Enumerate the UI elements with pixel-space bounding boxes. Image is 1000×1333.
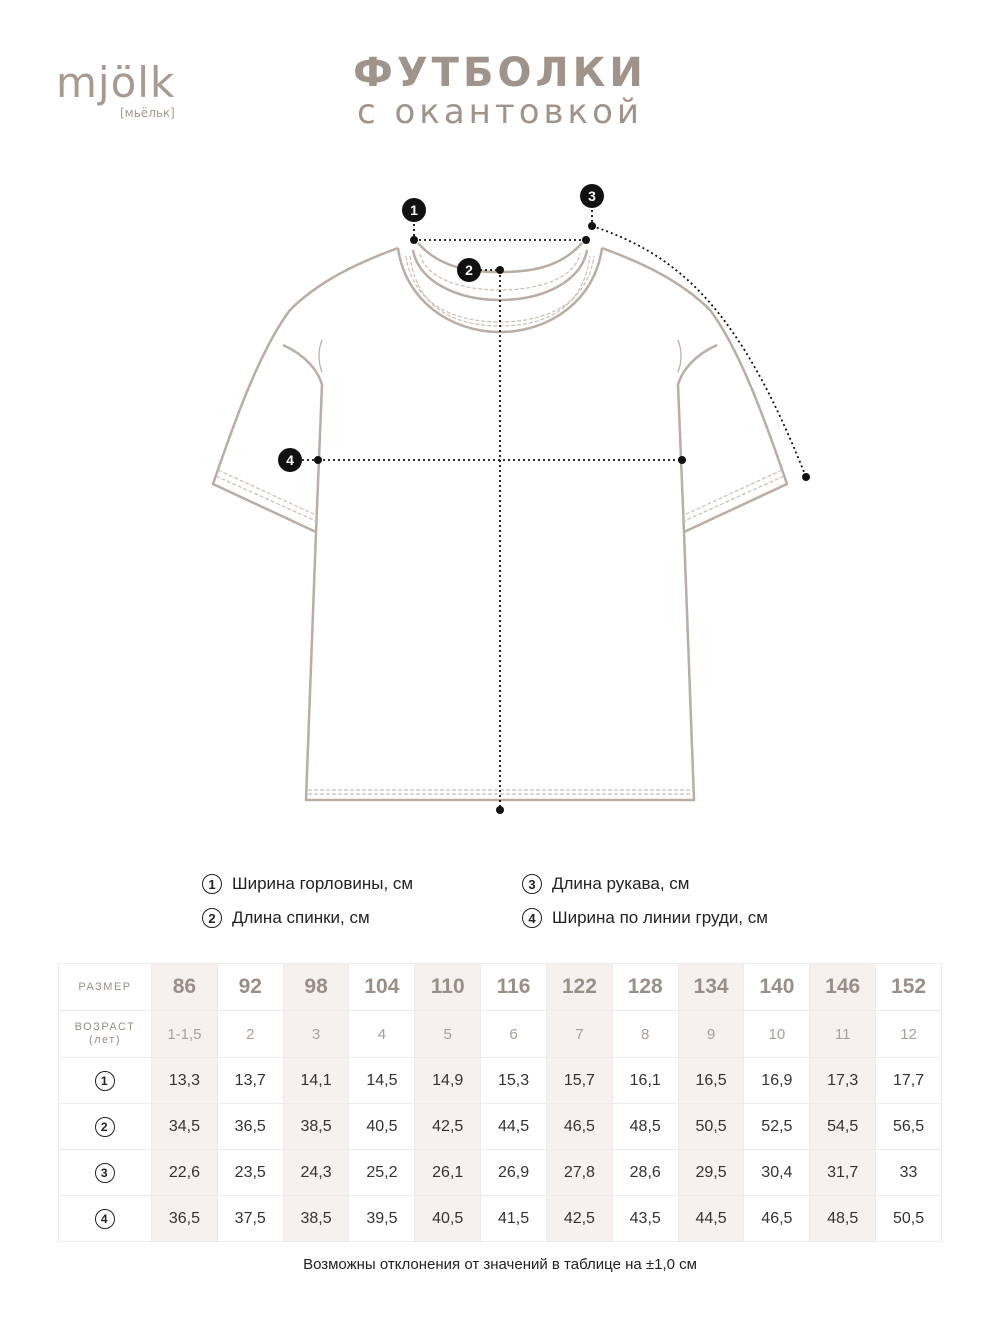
value-cell: 36,5 bbox=[152, 1196, 218, 1242]
value-cell: 17,3 bbox=[810, 1058, 876, 1104]
value-cell: 31,7 bbox=[810, 1150, 876, 1196]
value-cell: 38,5 bbox=[283, 1196, 349, 1242]
value-cell: 54,5 bbox=[810, 1104, 876, 1150]
age-cell: 4 bbox=[349, 1011, 415, 1058]
age-cell: 7 bbox=[546, 1011, 612, 1058]
size-cell: 92 bbox=[217, 964, 283, 1011]
value-cell: 29,5 bbox=[678, 1150, 744, 1196]
legend-number: 2 bbox=[202, 908, 222, 928]
size-cell: 152 bbox=[876, 964, 942, 1011]
row-number-cell bbox=[59, 1196, 152, 1242]
size-table bbox=[58, 963, 942, 1242]
table-row-ages bbox=[59, 1011, 942, 1058]
legend-number: 3 bbox=[522, 874, 542, 894]
age-cell: 9 bbox=[678, 1011, 744, 1058]
value-cell: 15,7 bbox=[546, 1058, 612, 1104]
value-cell: 41,5 bbox=[481, 1196, 547, 1242]
size-cell: 110 bbox=[415, 964, 481, 1011]
value-cell: 44,5 bbox=[678, 1196, 744, 1242]
age-cell: 1-1,5 bbox=[152, 1011, 218, 1058]
legend-item-sleeve-length bbox=[522, 874, 689, 894]
row-number-cell bbox=[59, 1058, 152, 1104]
value-cell: 52,5 bbox=[744, 1104, 810, 1150]
page-title: ФУТБОЛКИ bbox=[353, 50, 647, 96]
size-cell: 134 bbox=[678, 964, 744, 1011]
legend-number: 1 bbox=[202, 874, 222, 894]
table-row bbox=[59, 1058, 942, 1104]
value-cell: 48,5 bbox=[810, 1196, 876, 1242]
row-number-cell bbox=[59, 1104, 152, 1150]
value-cell: 14,9 bbox=[415, 1058, 481, 1104]
value-cell: 27,8 bbox=[546, 1150, 612, 1196]
legend-label: Ширина горловины, см bbox=[232, 874, 414, 893]
svg-text:1: 1 bbox=[410, 202, 418, 218]
logo-text: mjölk bbox=[56, 58, 176, 107]
value-cell: 14,1 bbox=[283, 1058, 349, 1104]
size-cell: 146 bbox=[810, 964, 876, 1011]
value-cell: 36,5 bbox=[217, 1104, 283, 1150]
size-cell: 122 bbox=[546, 964, 612, 1011]
legend-label: Длина рукава, см bbox=[552, 874, 690, 893]
value-cell: 24,3 bbox=[283, 1150, 349, 1196]
value-cell: 34,5 bbox=[152, 1104, 218, 1150]
value-cell: 30,4 bbox=[744, 1150, 810, 1196]
row-number-badge: 2 bbox=[95, 1117, 115, 1137]
value-cell: 38,5 bbox=[283, 1104, 349, 1150]
table-row bbox=[59, 1150, 942, 1196]
marker-4 bbox=[278, 448, 302, 472]
value-cell: 46,5 bbox=[744, 1196, 810, 1242]
value-cell: 37,5 bbox=[217, 1196, 283, 1242]
value-cell: 48,5 bbox=[612, 1104, 678, 1150]
row-number-badge: 1 bbox=[95, 1071, 115, 1091]
value-cell: 16,9 bbox=[744, 1058, 810, 1104]
value-cell: 43,5 bbox=[612, 1196, 678, 1242]
value-cell: 42,5 bbox=[415, 1104, 481, 1150]
marker-3 bbox=[580, 184, 604, 208]
age-cell: 10 bbox=[744, 1011, 810, 1058]
value-cell: 56,5 bbox=[876, 1104, 942, 1150]
tshirt-diagram bbox=[0, 170, 1000, 830]
value-cell: 22,6 bbox=[152, 1150, 218, 1196]
size-cell: 128 bbox=[612, 964, 678, 1011]
svg-text:2: 2 bbox=[465, 262, 473, 278]
marker-2 bbox=[457, 258, 481, 282]
value-cell: 50,5 bbox=[678, 1104, 744, 1150]
legend-item-chest-width bbox=[522, 908, 768, 928]
page-subtitle: с окантовкой bbox=[357, 92, 643, 132]
row-number-cell bbox=[59, 1150, 152, 1196]
value-cell: 26,9 bbox=[481, 1150, 547, 1196]
age-header bbox=[59, 1011, 152, 1058]
value-cell: 42,5 bbox=[546, 1196, 612, 1242]
age-cell: 2 bbox=[217, 1011, 283, 1058]
value-cell: 23,5 bbox=[217, 1150, 283, 1196]
legend-item-neck-width bbox=[202, 874, 413, 894]
marker-1 bbox=[402, 198, 426, 222]
value-cell: 16,1 bbox=[612, 1058, 678, 1104]
size-header: РАЗМЕР bbox=[59, 964, 152, 1011]
value-cell: 26,1 bbox=[415, 1150, 481, 1196]
age-cell: 11 bbox=[810, 1011, 876, 1058]
legend-item-back-length bbox=[202, 908, 370, 928]
age-cell: 6 bbox=[481, 1011, 547, 1058]
table-row bbox=[59, 1196, 942, 1242]
age-cell: 12 bbox=[876, 1011, 942, 1058]
value-cell: 39,5 bbox=[349, 1196, 415, 1242]
size-cell: 98 bbox=[283, 964, 349, 1011]
size-cell: 116 bbox=[481, 964, 547, 1011]
svg-text:3: 3 bbox=[588, 188, 596, 204]
age-cell: 3 bbox=[283, 1011, 349, 1058]
value-cell: 14,5 bbox=[349, 1058, 415, 1104]
table-row bbox=[59, 1104, 942, 1150]
row-number-badge: 3 bbox=[95, 1163, 115, 1183]
value-cell: 46,5 bbox=[546, 1104, 612, 1150]
logo-subtext: [мьёльк] bbox=[120, 106, 175, 120]
age-cell: 5 bbox=[415, 1011, 481, 1058]
size-cell: 104 bbox=[349, 964, 415, 1011]
value-cell: 40,5 bbox=[415, 1196, 481, 1242]
value-cell: 33 bbox=[876, 1150, 942, 1196]
value-cell: 50,5 bbox=[876, 1196, 942, 1242]
age-cell: 8 bbox=[612, 1011, 678, 1058]
legend-number: 4 bbox=[522, 908, 542, 928]
svg-text:4: 4 bbox=[286, 452, 294, 468]
value-cell: 44,5 bbox=[481, 1104, 547, 1150]
tolerance-note: Возможны отклонения от значений в таблице на ±1,0 см bbox=[303, 1256, 697, 1273]
size-cell: 140 bbox=[744, 964, 810, 1011]
value-cell: 17,7 bbox=[876, 1058, 942, 1104]
value-cell: 13,7 bbox=[217, 1058, 283, 1104]
value-cell: 15,3 bbox=[481, 1058, 547, 1104]
value-cell: 40,5 bbox=[349, 1104, 415, 1150]
age-unit: (лет) bbox=[88, 1034, 122, 1046]
table-row-sizes bbox=[59, 964, 942, 1011]
row-number-badge: 4 bbox=[95, 1209, 115, 1229]
value-cell: 28,6 bbox=[612, 1150, 678, 1196]
age-label: ВОЗРАСТ bbox=[74, 1021, 136, 1033]
value-cell: 25,2 bbox=[349, 1150, 415, 1196]
value-cell: 13,3 bbox=[152, 1058, 218, 1104]
legend-label: Ширина по линии груди, см bbox=[552, 908, 768, 927]
size-cell: 86 bbox=[152, 964, 218, 1011]
value-cell: 16,5 bbox=[678, 1058, 744, 1104]
legend-label: Длина спинки, см bbox=[232, 908, 370, 927]
